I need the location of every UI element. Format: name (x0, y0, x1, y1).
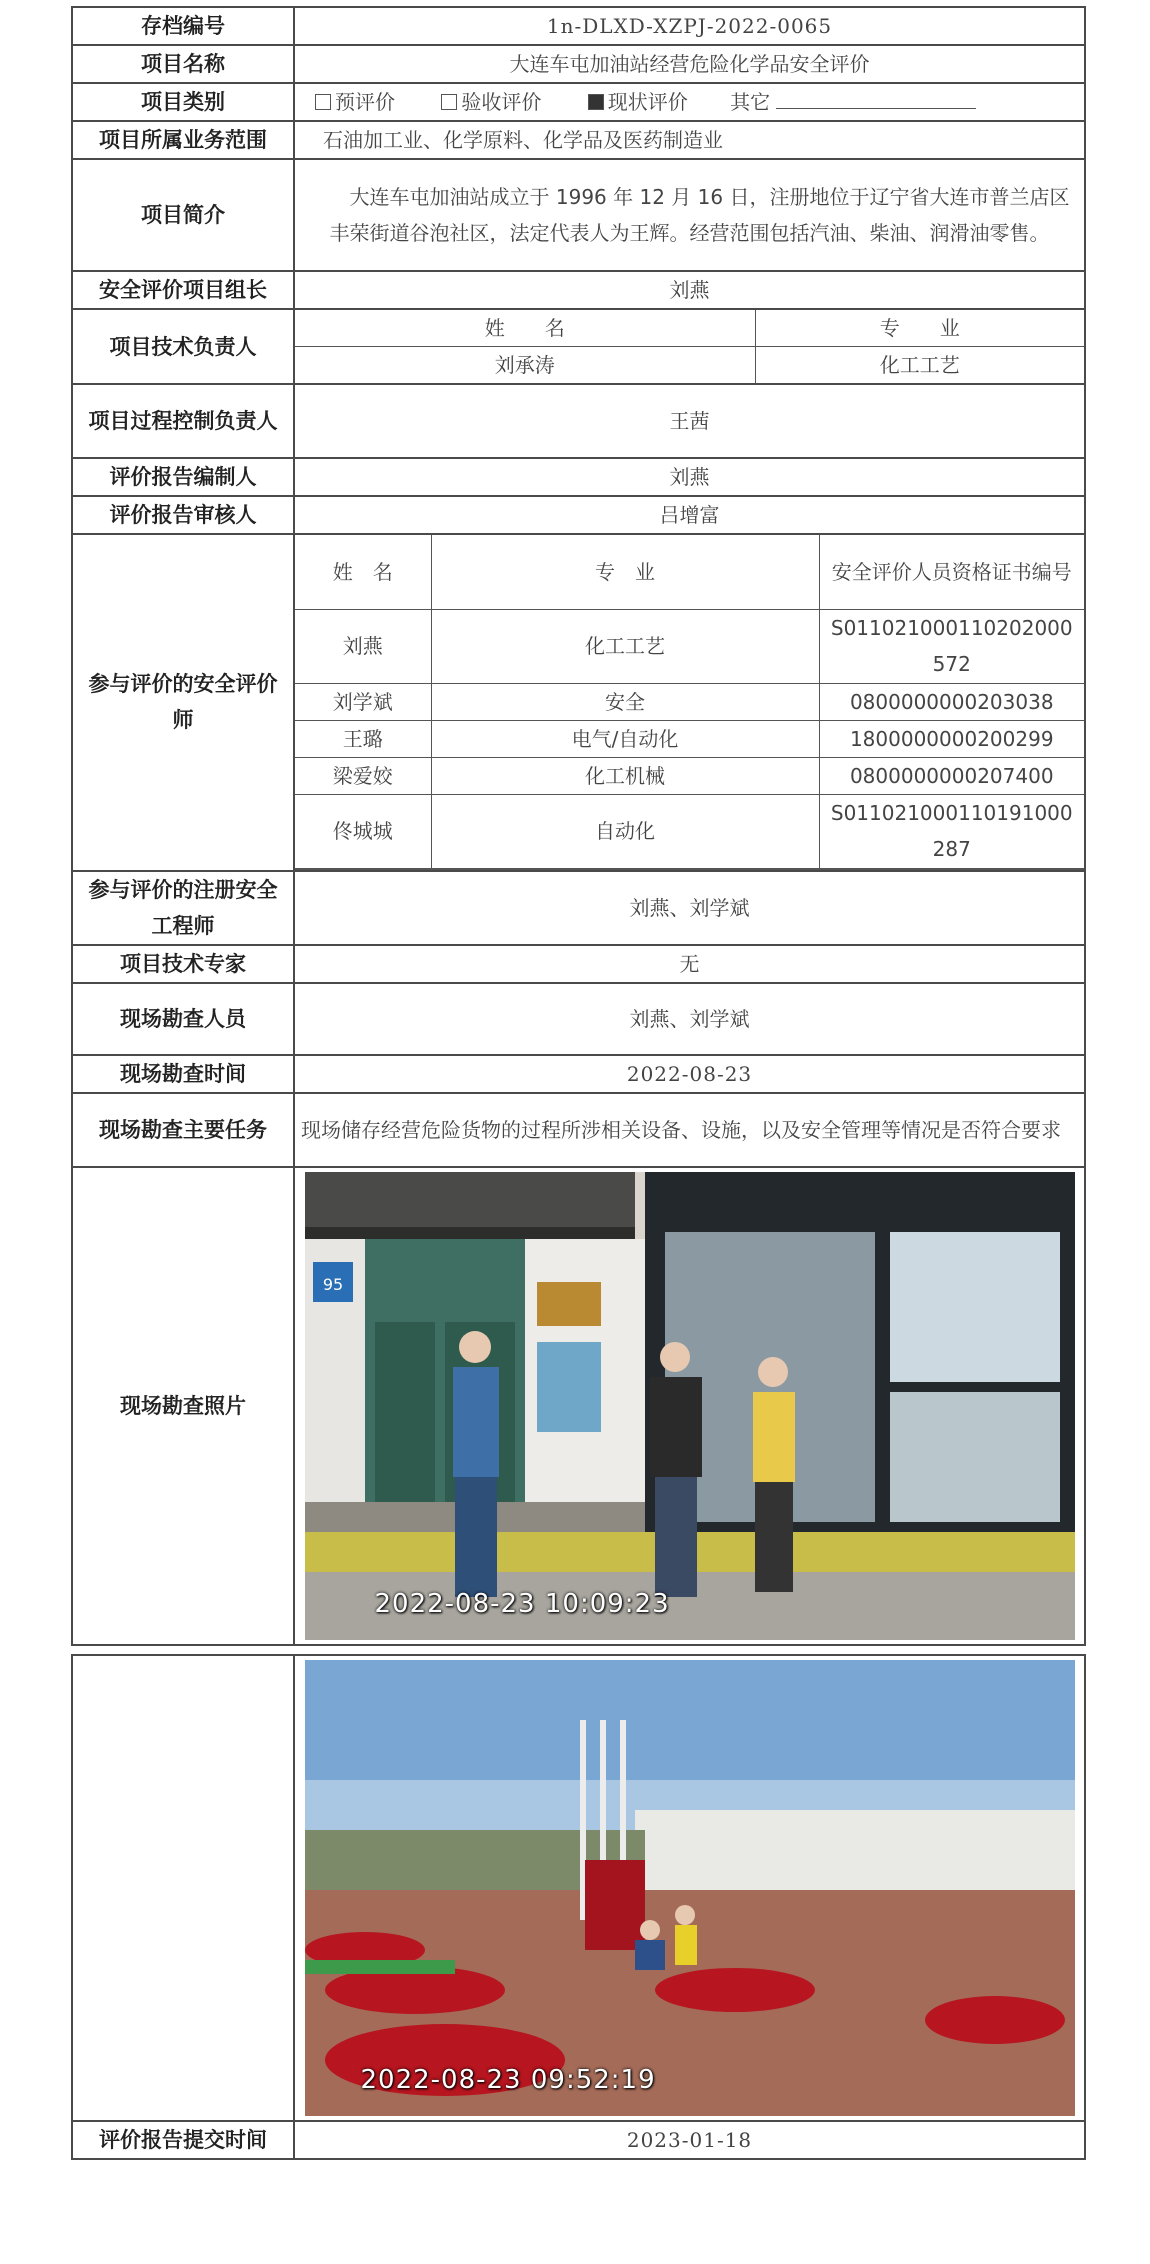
option-acceptance-evaluation[interactable] (441, 84, 541, 120)
evaluator-major (431, 869, 819, 870)
option-pre-evaluation[interactable] (315, 84, 395, 120)
tech-lead-header-major: 专 业 (755, 310, 1084, 347)
evaluator-row-empty (295, 869, 1084, 870)
evaluator-major: 电气/自动化 (431, 720, 819, 757)
photo-cell-2 (294, 1655, 1085, 2121)
photo-image-1 (305, 1172, 1075, 1640)
report-author-label: 评价报告编制人 (72, 458, 294, 496)
project-type-options (294, 83, 1085, 121)
survey-photos-label: 现场勘查照片 (72, 1167, 294, 1645)
photo-image-2 (305, 1660, 1075, 2116)
evaluator-name (295, 869, 431, 870)
report-reviewer-label: 评价报告审核人 (72, 496, 294, 534)
evaluator-cert: S011021000110202000572 (819, 609, 1084, 683)
option-label: 预评价 (335, 90, 395, 114)
row-submit-time (72, 2121, 1085, 2159)
team-leader-label: 安全评价项目组长 (72, 271, 294, 309)
survey-tasks-label: 现场勘查主要任务 (72, 1093, 294, 1167)
row-business-scope (72, 121, 1085, 159)
evaluator-cert (819, 869, 1084, 870)
option-other-label: 其它 (730, 90, 771, 114)
submit-time-value: 2023-01-18 (294, 2121, 1085, 2159)
photo-2-timestamp: 2022-08-23 09:52:19 (360, 2064, 656, 2095)
report-author-value: 刘燕 (294, 458, 1085, 496)
checkbox-empty-icon (441, 94, 457, 110)
evaluators-header-major: 专 业 (431, 535, 819, 609)
tech-lead-major: 化工工艺 (755, 347, 1084, 384)
row-evaluators (72, 534, 1085, 871)
row-report-reviewer (72, 496, 1085, 534)
evaluator-row (295, 720, 1084, 757)
checkbox-checked-icon (588, 94, 604, 110)
report-reviewer-value: 吕增富 (294, 496, 1085, 534)
evaluators-subtable-cell (294, 534, 1085, 871)
survey-time-label: 现场勘查时间 (72, 1055, 294, 1093)
survey-staff-label: 现场勘查人员 (72, 983, 294, 1055)
evaluator-name: 刘燕 (295, 609, 431, 683)
row-survey-photo-2 (72, 1655, 1085, 2121)
evaluator-cert: 0800000000203038 (819, 683, 1084, 720)
row-survey-staff (72, 983, 1085, 1055)
row-registered-engineers (72, 871, 1085, 945)
project-name-label: 项目名称 (72, 45, 294, 83)
row-project-type (72, 83, 1085, 121)
survey-tasks-value: 现场储存经营危险货物的过程所涉相关设备、设施，以及安全管理等情况是否符合要求 (294, 1093, 1085, 1167)
evaluator-name: 王璐 (295, 720, 431, 757)
evaluators-label: 参与评价的安全评价师 (72, 534, 294, 871)
photo-1-timestamp: 2022-08-23 10:09:23 (374, 1588, 670, 1619)
photo-cell-1 (294, 1167, 1085, 1645)
evaluator-row (295, 683, 1084, 720)
evaluator-major: 自动化 (431, 794, 819, 868)
evaluator-cert: 1800000000200299 (819, 720, 1084, 757)
row-survey-time (72, 1055, 1085, 1093)
registered-engineers-label: 参与评价的注册安全工程师 (72, 871, 294, 945)
evaluator-row (295, 794, 1084, 868)
evaluator-name: 刘学斌 (295, 683, 431, 720)
record-table-continued (71, 1654, 1086, 2160)
other-blank-line[interactable] (776, 88, 976, 109)
project-name-value: 大连车屯加油站经营危险化学品安全评价 (294, 45, 1085, 83)
survey-photo-tank-area (305, 1660, 1075, 2116)
tech-lead-name: 刘承涛 (295, 347, 755, 384)
option-status-evaluation[interactable] (588, 84, 688, 120)
tech-lead-subtable (295, 310, 1084, 383)
option-label: 验收评价 (461, 90, 542, 114)
evaluators-header-name: 姓 名 (295, 535, 431, 609)
evaluators-header-cert: 安全评价人员资格证书编号 (819, 535, 1084, 609)
row-project-name (72, 45, 1085, 83)
intro-value: 大连车屯加油站成立于 1996 年 12 月 16 日，注册地位于辽宁省大连市普兰店区丰荣街道谷泡社区，法定代表人为王辉。经营范围包括汽油、柴油、润滑油零售。 (294, 159, 1085, 271)
evaluator-name: 佟城城 (295, 794, 431, 868)
evaluator-major: 安全 (431, 683, 819, 720)
tech-lead-header-name: 姓 名 (295, 310, 755, 347)
row-archive-no (72, 7, 1085, 45)
row-intro (72, 159, 1085, 271)
evaluator-cert: S011021000110191000287 (819, 794, 1084, 868)
tech-lead-label: 项目技术负责人 (72, 309, 294, 384)
process-lead-label: 项目过程控制负责人 (72, 384, 294, 458)
evaluator-cert: 0800000000207400 (819, 757, 1084, 794)
evaluation-record-form (71, 6, 1084, 2160)
archive-no-label: 存档编号 (72, 7, 294, 45)
row-survey-photo-1 (72, 1167, 1085, 1645)
process-lead-value: 王茜 (294, 384, 1085, 458)
tech-experts-value: 无 (294, 945, 1085, 983)
project-type-label: 项目类别 (72, 83, 294, 121)
evaluator-name: 梁爱姣 (295, 757, 431, 794)
survey-photos-label-blank (72, 1655, 294, 2121)
evaluator-row (295, 609, 1084, 683)
row-team-leader (72, 271, 1085, 309)
row-tech-lead (72, 309, 1085, 384)
row-process-lead (72, 384, 1085, 458)
survey-staff-value: 刘燕、刘学斌 (294, 983, 1085, 1055)
team-leader-value: 刘燕 (294, 271, 1085, 309)
sign-95-text: 95 (322, 1274, 343, 1294)
survey-photo-gas-station-entrance (305, 1172, 1075, 1640)
checkbox-empty-icon (315, 94, 331, 110)
registered-engineers-value: 刘燕、刘学斌 (294, 871, 1085, 945)
evaluator-major: 化工工艺 (431, 609, 819, 683)
survey-time-value: 2022-08-23 (294, 1055, 1085, 1093)
record-table (71, 6, 1086, 1646)
evaluators-subtable (295, 535, 1084, 870)
business-scope-label: 项目所属业务范围 (72, 121, 294, 159)
tech-experts-label: 项目技术专家 (72, 945, 294, 983)
evaluator-row (295, 757, 1084, 794)
evaluator-major: 化工机械 (431, 757, 819, 794)
option-label: 现状评价 (607, 90, 688, 114)
row-report-author (72, 458, 1085, 496)
submit-time-label: 评价报告提交时间 (72, 2121, 294, 2159)
intro-label: 项目简介 (72, 159, 294, 271)
business-scope-value: 石油加工业、化学原料、化学品及医药制造业 (294, 121, 1085, 159)
tech-lead-subtable-cell (294, 309, 1085, 384)
row-survey-tasks (72, 1093, 1085, 1167)
archive-no-value: 1n-DLXD-XZPJ-2022-0065 (294, 7, 1085, 45)
row-tech-experts (72, 945, 1085, 983)
